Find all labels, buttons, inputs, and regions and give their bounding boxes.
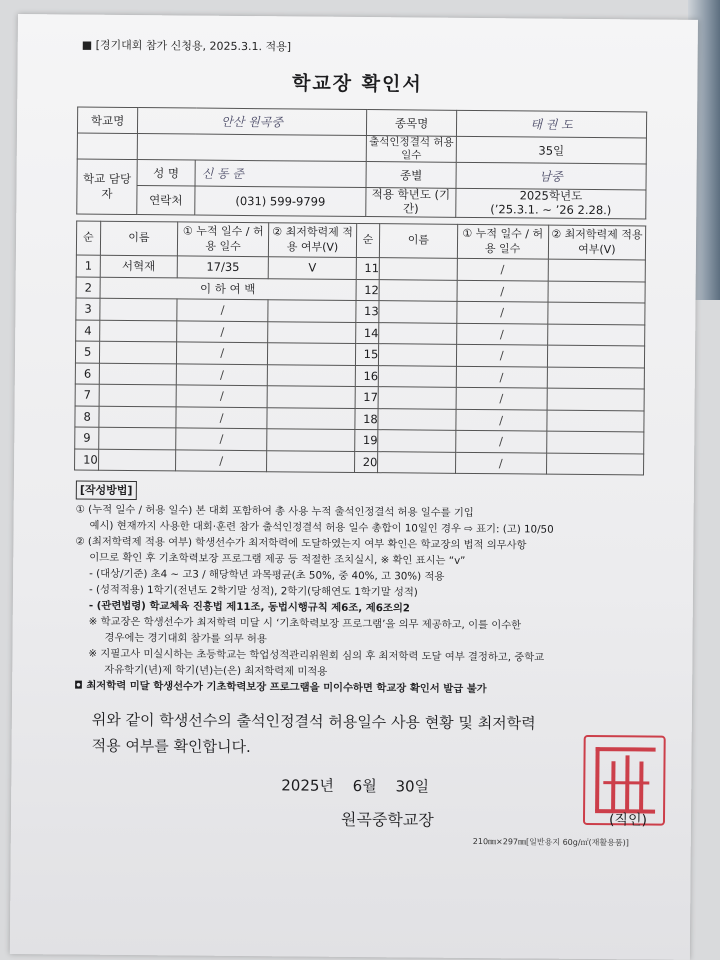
row-name [378,451,455,473]
row-min [547,345,644,367]
instr-line-6b: 경우에는 경기대회 참가를 의무 허용 [104,631,267,645]
row-days: / [176,428,268,450]
instr-line-6a: ※ 학교장은 학생선수가 최저학력 미달 시 ‘기초학력보장 프로그램’을 의무 제공하고, 이를 이수한 [88,615,522,632]
col-days-right: ① 누적 일수 / 허용 일수 [457,224,548,259]
row-name [99,320,177,342]
row-days: / [455,452,546,474]
row-min [546,431,643,453]
row-no: 5 [75,341,99,363]
year-value: 2025학년도 [519,188,583,204]
row-name [379,279,456,301]
row-name [99,341,177,363]
row-name [99,363,177,385]
row-name [99,298,177,320]
row-min [267,407,354,429]
paper-spec-note: 210㎜×297㎜[일반용지 60g/㎡(재활용품)] [472,837,629,848]
confirm-line-2: 적용 여부를 확인합니다. [91,736,251,757]
row-min [267,450,354,472]
col-min-right: ② 최저학력제 적용 여부(V) [548,225,646,260]
confirmation-text [92,707,536,763]
col-name-left: 이름 [100,221,178,256]
row-days: / [176,406,268,428]
row-min [268,300,355,322]
col-min-left: ② 최저학력제 적용 여부(V) [269,223,357,258]
sport-label: 종목명 [366,110,456,137]
instr-line-2a: ② (최저학력제 적용 여부) 학생선수가 최저학력에 도달하였는지 여부 확인은 학교장의 법적 의무사항 [75,535,527,552]
info-table [76,107,647,220]
year-label: 적용 학년도 (기간) [366,188,456,217]
school-value: 안산 원곡중 [137,108,366,136]
row-days: / [457,280,548,302]
instr-line-4: - (성적적용) 1학기(전년도 2학기말 성적), 2학기(당해연도 1학기말 성적) [88,583,418,599]
sport-value: 태 권 도 [456,110,646,138]
col-days-left: ① 누적 일수 / 허용 일수 [177,222,269,257]
principal-name: 원곡중학교장 [340,809,434,830]
row-min [267,429,354,451]
row-min [268,343,355,365]
gender-value: 남중 [456,163,646,191]
row-days: / [456,366,547,388]
row-no: 1 [76,255,100,277]
row-min [548,281,645,303]
row-no: 11 [356,257,380,279]
row-name [99,406,177,428]
instr-line-7b: 자유학기(년)제 학기(년)는(은) 최저학력제 미적용 [104,663,328,678]
row-no: 16 [355,365,379,387]
row-days: / [176,363,268,385]
row-min [267,386,354,408]
year-cell [456,189,646,219]
row-min [547,410,644,432]
school-label-cont [77,133,137,160]
instr-line-1b: 예시) 현재까지 사용한 대회·훈련 참가 출석인정결석 허용 일수 총합이 10일인 경우 ⇨ 표기: (고) 10/50 [89,519,554,536]
row-days: 17/35 [177,256,269,278]
col-no-right: 순 [356,223,380,257]
student-table [74,221,646,476]
name-label: 성 명 [137,160,195,187]
row-name [378,430,455,452]
row-no: 13 [355,300,379,322]
row-days: / [456,301,547,323]
row-days: / [175,449,267,471]
row-min [268,321,355,343]
instructions-title: [작성방법] [76,481,137,501]
school-label: 학교명 [77,107,137,134]
instr-line-2b: 이므로 확인 후 기초학력보장 프로그램 제공 등 적절한 조치실시, ※ 확인 표시는 “v” [89,551,466,567]
row-days: / [177,299,269,321]
document-title: 학교장 확인서 [291,72,423,96]
row-min [547,324,644,346]
year-period: (’25.3.1. ~ ’26 2.28.) [490,202,612,218]
row-no: 6 [75,363,99,385]
row-days: / [176,342,268,364]
contact-value: (031) 599-9799 [195,186,366,216]
row-no: 14 [355,322,379,344]
row-days: / [177,320,269,342]
instr-line-1a: ① (누적 일수 / 허용 일수) 본 대회 포함하여 총 사용 누적 출석인정결석 허용 일수를 기입 [75,503,474,520]
row-name [379,258,456,280]
row-days: / [456,323,547,345]
row-no: 15 [355,343,379,365]
row-name [379,344,456,366]
teacher-label: 학교 담당자 [77,159,137,214]
contact-label: 연락처 [137,186,195,215]
row-name [379,301,456,323]
row-no: 7 [75,384,99,406]
row-min [547,367,644,389]
row-blank-note: 이 하 여 백 [100,277,356,301]
row-min [546,453,643,475]
row-days: / [455,409,546,431]
seal-mark: (직인) [608,812,648,829]
instr-line-8: ◘ 최저학력 미달 학생선수가 기초학력보장 프로그램을 미이수하면 학교장 확인서 발급 불가 [74,679,487,695]
row-min [548,259,645,281]
confirm-line-1: 위와 같이 학생선수의 출석인정결석 허용일수 사용 현황 및 최저학력 [91,710,536,733]
allowed-days-label: 출석인정결석 허용 일수 [366,136,456,163]
row-no: 4 [76,320,100,342]
row-name [99,384,177,406]
instr-line-5: - (관련법령) 학교체육 진흥법 제11조, 동법시행규칙 제6조, 제6조의2 [88,599,411,615]
row-no: 20 [354,451,378,473]
row-no: 18 [355,408,379,430]
gender-label: 종별 [366,162,456,189]
student-rows [75,255,646,475]
row-name [379,322,456,344]
col-name-right: 이름 [380,224,458,259]
row-no: 3 [76,298,100,320]
row-no: 17 [355,386,379,408]
instr-line-7a: ※ 지필고사 미실시하는 초등학교는 학업성적관리위원회 심의 후 최저학력 도달 여부 결정하고, 중학교 [88,647,545,664]
row-days: / [456,387,547,409]
table-row [75,449,644,475]
row-name [98,427,176,449]
row-name: 서혁재 [100,255,178,277]
name-value: 신 동 준 [195,160,366,187]
row-min [547,388,644,410]
row-min [548,302,645,324]
row-no: 9 [75,427,99,449]
col-no-left: 순 [76,221,100,255]
row-min: V [269,257,356,279]
row-no: 2 [76,277,100,299]
row-no: 12 [356,279,380,301]
row-name [378,387,455,409]
instructions [74,481,666,700]
row-days: / [455,430,546,452]
allowed-days-value: 35일 [456,136,646,164]
row-name [379,365,456,387]
header-note: ■ [경기대회 참가 신청용, 2025.3.1. 적용] [81,38,292,54]
document-paper [10,14,698,960]
row-no: 19 [354,429,378,451]
row-days: / [457,258,548,280]
school-value-cont [137,134,366,162]
instr-line-3: - (대상/기준) 초4 ~ 고3 / 해당학년 과목평균(초 50%, 중 40%, 고 30%) 적용 [89,567,445,583]
row-name [98,449,176,471]
row-name [378,408,455,430]
issue-date: 2025년 6월 30일 [281,776,430,796]
row-no: 8 [75,406,99,428]
row-min [268,364,355,386]
row-no: 10 [75,449,99,471]
row-days: / [456,344,547,366]
row-days: / [176,385,268,407]
